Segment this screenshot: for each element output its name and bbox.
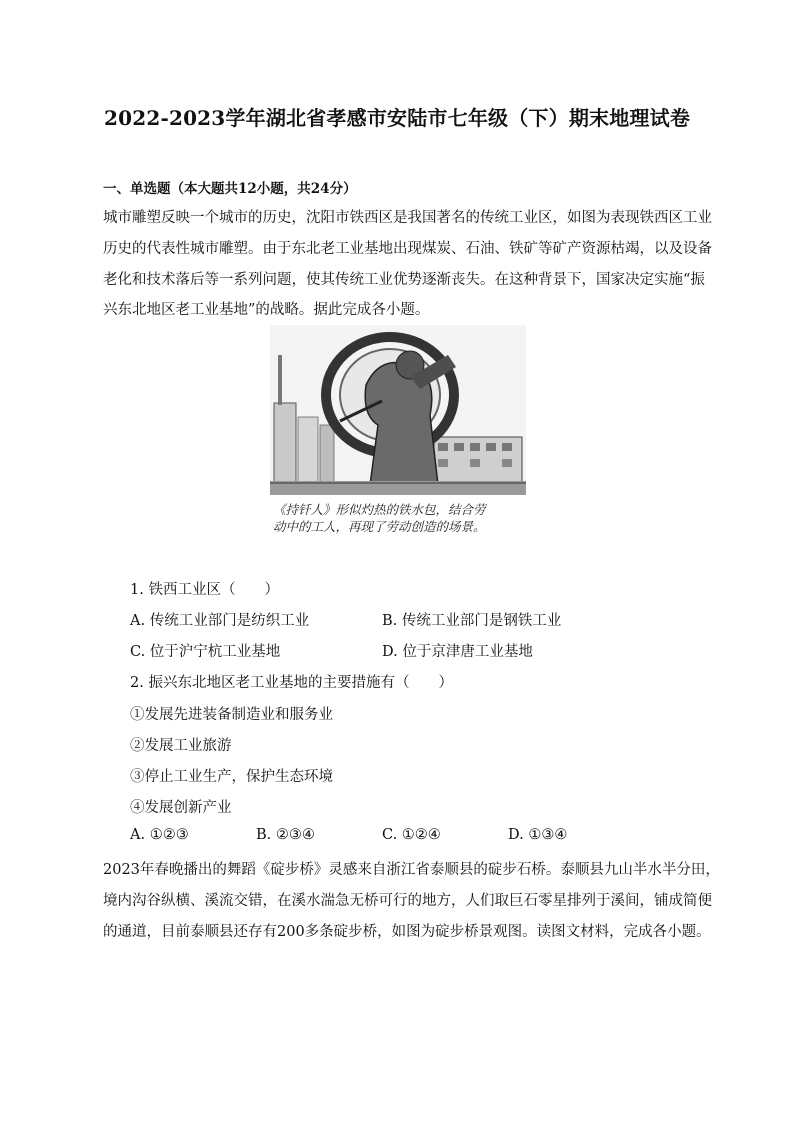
intro1-line: 老化和技术落后等一系列问题，使其传统工业优势逐渐丧失。在这种背景下，国家决定实施“振 [103, 272, 705, 288]
page-title: 2022-2023学年湖北省孝感市安陆市七年级（下）期末地理试卷 [103, 106, 691, 130]
sculpture-photo [270, 325, 526, 495]
option-a[interactable]: A. ①②③ [130, 827, 189, 843]
intro1-line: 历史的代表性城市雕塑。由于东北老工业基地出现煤炭、石油、铁矿等矿产资源枯竭，以及设备 [103, 241, 712, 257]
figure-caption-line: 动中的工人，再现了劳动创造的场景。 [273, 519, 486, 534]
figure-caption-line: 《持钎人》形似灼热的铁水包，结合劳 [273, 502, 486, 517]
section-heading: 一、单选题（本大题共12小题，共24分） [103, 181, 357, 197]
intro1-line: 城市雕塑反映一个城市的历史，沈阳市铁西区是我国著名的传统工业区，如图为表现铁西区工业 [103, 210, 712, 226]
option-c[interactable]: C. ①②④ [382, 827, 441, 843]
question-stem: 2. 振兴东北地区老工业基地的主要措施有（ ） [130, 675, 453, 691]
question-stem: 1. 铁西工业区（ ） [130, 582, 279, 598]
option-b[interactable]: B. ②③④ [256, 827, 315, 843]
sculpture-figure [270, 325, 528, 547]
option-d[interactable]: D. 位于京津唐工业基地 [382, 644, 533, 660]
intro2-line: 境内沟谷纵横、溪流交错，在溪水湍急无桥可行的地方，人们取巨石零星排列于溪间，铺成简便 [103, 893, 712, 909]
statement-item: ③停止工业生产，保护生态环境 [130, 769, 333, 785]
option-b[interactable]: B. 传统工业部门是钢铁工业 [382, 613, 562, 629]
option-c[interactable]: C. 位于沪宁杭工业基地 [130, 644, 281, 660]
intro1-line: 兴东北地区老工业基地”的战略。据此完成各小题。 [103, 302, 430, 318]
statement-item: ①发展先进装备制造业和服务业 [130, 707, 333, 723]
option-a[interactable]: A. 传统工业部门是纺织工业 [130, 613, 310, 629]
intro2-line: 2023年春晚播出的舞蹈《碇步桥》灵感来自浙江省泰顺县的碇步石桥。泰顺县九山半水半分田， [103, 862, 720, 878]
figure-caption [273, 501, 523, 535]
statement-item: ④发展创新产业 [130, 800, 232, 816]
option-d[interactable]: D. ①③④ [508, 827, 568, 843]
intro2-line: 的通道，目前泰顺县还存有200多条碇步桥，如图为碇步桥景观图。读图文材料，完成各小题。 [103, 924, 711, 940]
statement-item: ②发展工业旅游 [130, 738, 232, 754]
